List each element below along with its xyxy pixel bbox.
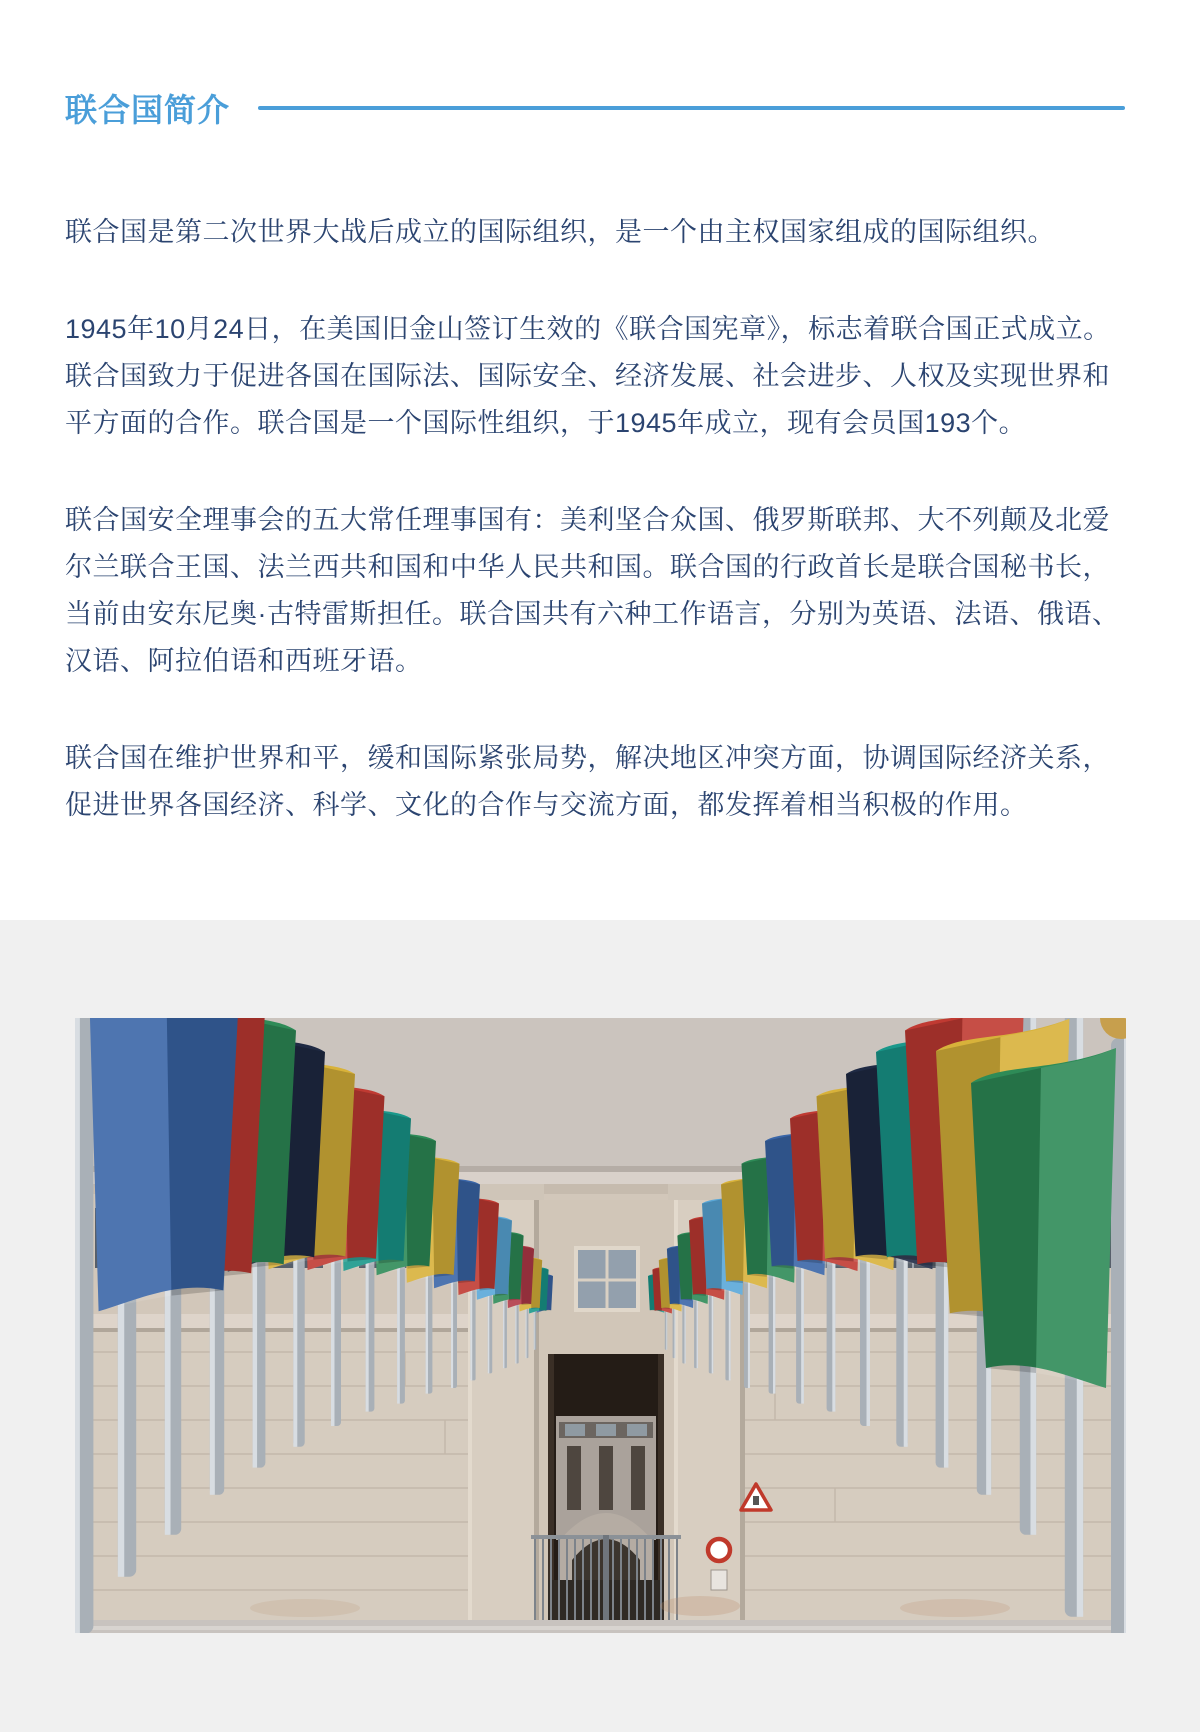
- paragraph: [65, 209, 1140, 256]
- text-line: 尔兰联合王国、法兰西共和国和中华人民共和国。联合国的行政首长是联合国秘书长，: [65, 552, 1110, 582]
- text-line: 联合国安全理事会的五大常任理事国有：美利坚合众国、俄罗斯联邦、大不列颠及北爱: [65, 505, 1110, 535]
- text-line: 汉语、阿拉伯语和西班牙语。: [65, 646, 423, 676]
- photo-section: [0, 920, 1200, 1732]
- un-flags-photo: [75, 1018, 1126, 1633]
- article-body: [65, 209, 1140, 879]
- title-rule: [258, 106, 1125, 110]
- text-line: 促进世界各国经济、科学、文化的合作与交流方面，都发挥着相当积极的作用。: [65, 790, 1028, 820]
- text-line: 联合国是第二次世界大战后成立的国际组织，是一个由主权国家组成的国际组织。: [65, 217, 1055, 247]
- text-line: 1945年10月24日，在美国旧金山签订生效的《联合国宪章》，标志着联合国正式成立。: [65, 314, 1111, 344]
- paragraph: [65, 306, 1140, 447]
- text-line: 当前由安东尼奥·古特雷斯担任。联合国共有六种工作语言，分别为英语、法语、俄语、: [65, 599, 1120, 629]
- text-line: 联合国在维护世界和平，缓和国际紧张局势，解决地区冲突方面，协调国际经济关系，: [65, 743, 1110, 773]
- paragraph: [65, 735, 1140, 829]
- text-line: 平方面的合作。联合国是一个国际性组织，于1945年成立，现有会员国193个。: [65, 408, 1027, 438]
- section-header: [65, 84, 1125, 132]
- paragraph: [65, 497, 1140, 685]
- page-title: 联合国简介: [65, 92, 231, 128]
- text-line: 联合国致力于促进各国在国际法、国际安全、经济发展、社会进步、人权及实现世界和: [65, 361, 1110, 391]
